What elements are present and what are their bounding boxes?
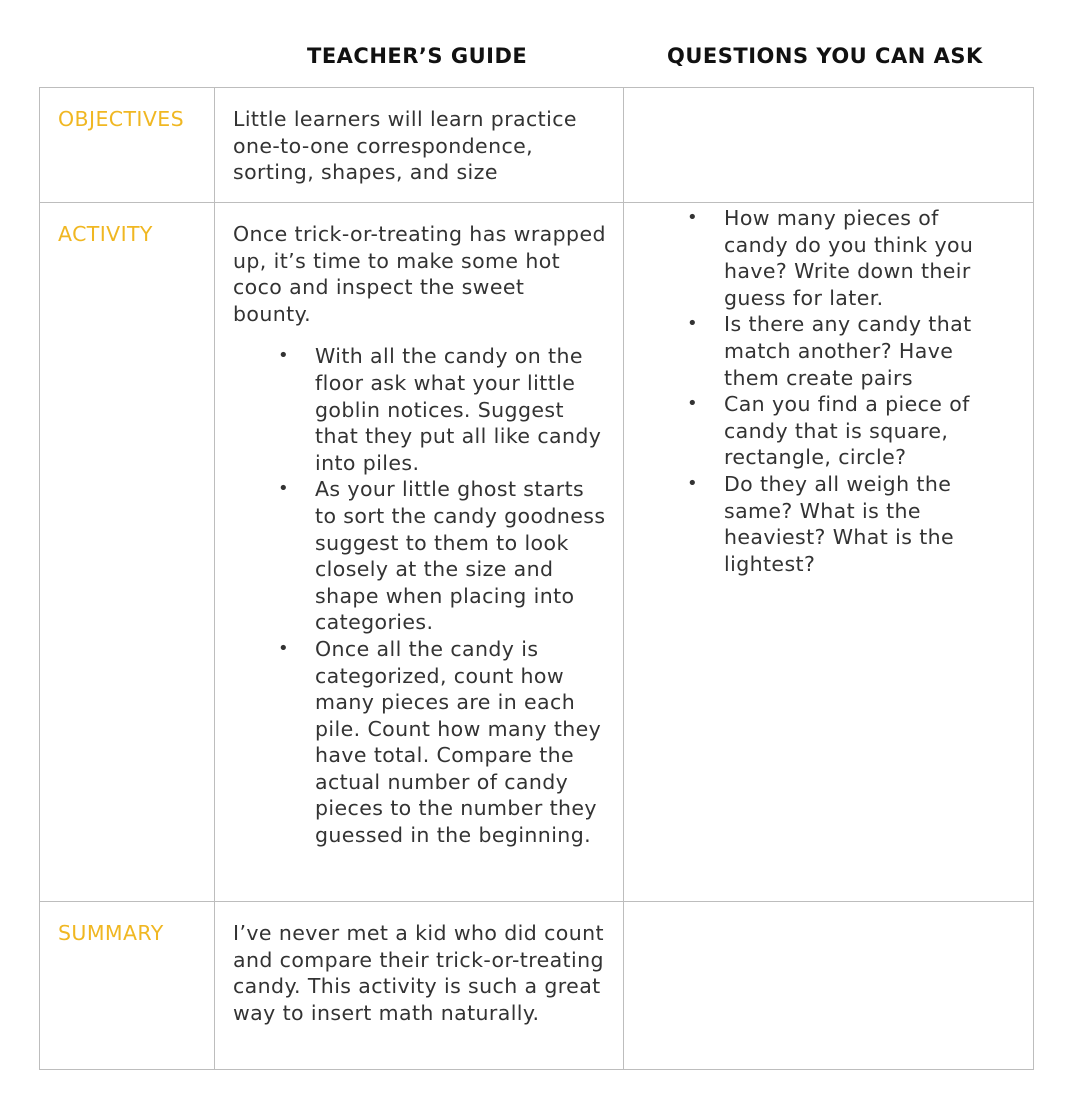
- list-item: [278, 636, 609, 849]
- summary-questions-cell: [624, 902, 1034, 1070]
- list-item: [687, 391, 1003, 471]
- objectives-text-cell: [215, 88, 624, 203]
- activity-label: ACTIVITY: [58, 222, 153, 246]
- bullet-icon: •: [687, 313, 699, 335]
- question-text: Do they all weigh the same? What is the heaviest? What is the lightest?: [724, 471, 955, 576]
- list-item: [687, 311, 1003, 391]
- summary-row: [40, 902, 1034, 1070]
- objectives-text: Little learners will learn practice one-to-one correspondence, sorting, shapes, and size: [233, 107, 577, 185]
- question-text: Is there any candy that match another? Have them create pairs: [724, 312, 972, 390]
- questions-header: QUESTIONS YOU CAN ASK: [667, 44, 983, 68]
- summary-text: I’ve never met a kid who did count and compare their trick-or-treating candy. This activity is such a great way to insert math naturally.: [233, 921, 604, 1025]
- bullet-icon: •: [278, 478, 290, 500]
- activity-label-cell: [40, 203, 215, 902]
- bullet-icon: •: [687, 207, 699, 228]
- objectives-label-cell: [40, 88, 215, 203]
- activity-bullet-text: As your little ghost starts to sort the candy goodness suggest to them to look closely at the size and shape when placing into categories.: [315, 477, 606, 635]
- bullet-icon: •: [687, 472, 699, 494]
- summary-text-cell: [215, 902, 624, 1070]
- bullet-icon: •: [278, 345, 290, 367]
- activity-bullet-text: With all the candy on the floor ask what your little goblin notices. Suggest that they put all like candy into piles.: [315, 344, 602, 475]
- questions-list: [624, 203, 1033, 577]
- guide-table: [39, 87, 1034, 1070]
- activity-row: [40, 203, 1034, 902]
- activity-questions-cell: [624, 203, 1034, 902]
- bullet-icon: •: [278, 637, 290, 659]
- teachers-guide-header: TEACHER’S GUIDE: [307, 44, 528, 68]
- objectives-label: OBJECTIVES: [58, 107, 185, 131]
- question-text: How many pieces of candy do you think you have? Write down their guess for later.: [724, 206, 974, 310]
- list-item: [278, 343, 609, 476]
- summary-label: SUMMARY: [58, 921, 164, 945]
- objectives-row: [40, 88, 1034, 203]
- summary-label-cell: [40, 902, 215, 1070]
- activity-intro: Once trick-or-treating has wrapped up, it’s time to make some hot coco and inspect the sweet bounty.: [233, 222, 606, 326]
- activity-bullet-text: Once all the candy is categorized, count how many pieces are in each pile. Count how many they have total. Compare the actual number of candy pieces to the number they guessed in the beginning.: [315, 636, 602, 848]
- activity-text-cell: [215, 203, 624, 902]
- activity-bullet-list: [233, 343, 609, 848]
- question-text: Can you find a piece of candy that is square, rectangle, circle?: [724, 392, 970, 470]
- list-item: [687, 205, 1003, 311]
- bullet-icon: •: [687, 393, 699, 415]
- list-item: [278, 476, 609, 636]
- objectives-questions-cell: [624, 88, 1034, 203]
- list-item: [687, 471, 1003, 577]
